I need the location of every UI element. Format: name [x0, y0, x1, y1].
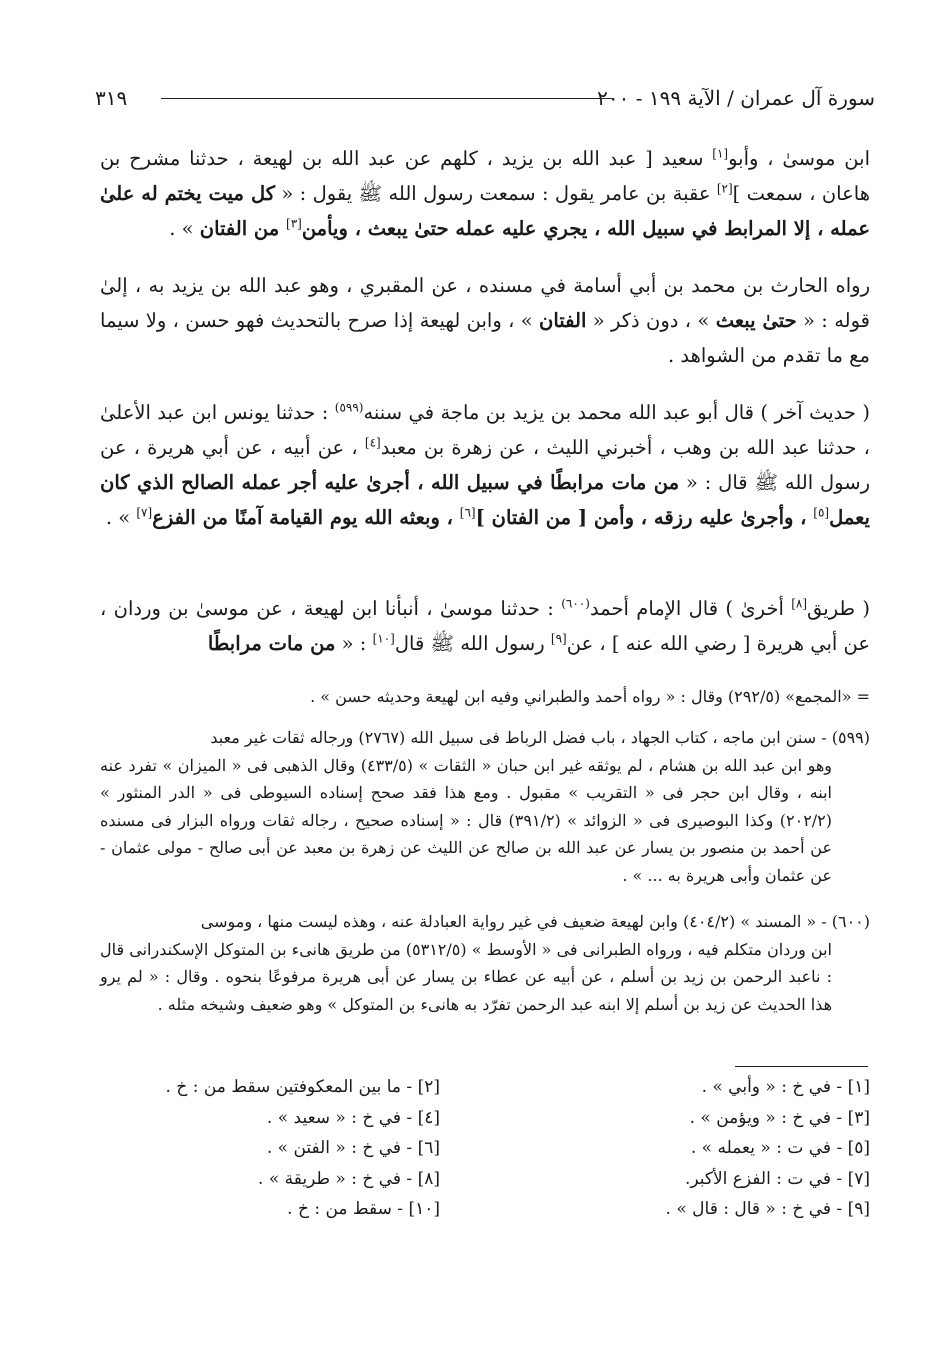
text: ، عن أبيه ، عن أبي هريرة ، عن رسول الله ﷺ قال : «	[100, 436, 870, 494]
reference-mark: [٣]	[286, 216, 302, 231]
hadith-quote: من مات مرابطًا	[207, 632, 336, 655]
hadith-quote: ، وأجرىٰ عليه رزقه ، وأمن [ من الفتان ]	[475, 506, 814, 529]
reference-mark: [٦]	[459, 505, 476, 520]
text: رواه الحارث بن محمد بن أبي أسامة في مسنده ، عن المقبري ، وهو عبد الله بن يزيد به ، إلىٰ قوله : «	[100, 274, 870, 332]
text: : حدثنا موسىٰ ، أنبأنا ابن لهيعة ، عن موسىٰ بن وردان ، عن أبي هريرة [ رضي الله عنه ] ، عن	[100, 597, 870, 655]
variant-note: [١] - في خ : « وأبي » .	[701, 1077, 870, 1097]
variant-note: [٨] - في خ : « طريقة » .	[258, 1168, 440, 1189]
variant-row	[110, 1133, 870, 1164]
paragraph-4	[100, 591, 870, 661]
text: رسول الله ﷺ قال	[394, 632, 551, 655]
text: ( حديث آخر ) قال أبو عبد الله محمد بن يزيد بن ماجة في سننه	[363, 401, 870, 424]
footnote-body: ابن وردان متكلم فيه ، ورواه الطبرانى فى « الأوسط » (٥٣١٢/٥) من طريق هانىء بن المتوكل الإسكندرانى قال : ناعبد الرحمن بن زيد بن أسلم ، عن أبيه عن عطاء بن يسار عن أبى هريرة مرفوعًا بنحوه . وقال : « لم يرو هذا الحديث عن زيد بن أسلم إلا ابنه عبد الرحمن تفرّد به هانىء بن المتوكل » وهو ضعيف وشيخه مثله .	[100, 939, 833, 1014]
header-rule	[161, 98, 613, 99]
text: » ، وابن لهيعة إذا صرح بالتحديث فهو حسن ، ولا سيما مع ما تقدم من الشواهد .	[100, 309, 870, 367]
reference-mark: [١٠]	[372, 631, 395, 646]
variant-row	[110, 1164, 870, 1195]
quoted-phrase: الفتان	[539, 309, 587, 332]
variant-note: [١٠] - سقط من : خ .	[287, 1199, 440, 1219]
reference-mark: [٧]	[136, 505, 153, 520]
variant-row	[110, 1103, 870, 1134]
manuscript-variants	[110, 1072, 870, 1225]
paragraph-1	[100, 141, 870, 246]
reference-mark: [٥]	[813, 505, 830, 520]
text: ابن موسىٰ ، وأبو	[728, 147, 870, 170]
text: عقبة بن عامر يقول : سمعت رسول الله ﷺ يقول : «	[275, 182, 717, 205]
text: : حدثنا يونس ابن عبد الأعلىٰ ، حدثنا عبد الله بن وهب ، أخبرني الليث ، عن زهرة بن معبد	[100, 401, 870, 459]
reference-mark: [٤]	[364, 435, 381, 450]
variant-note: [٣] - في خ : « ويؤمن » .	[689, 1107, 870, 1128]
variant-note: [٤] - في خ : « سعيد » .	[266, 1107, 440, 1128]
hadith-number: (٥٩٩)	[334, 400, 364, 415]
variant-row	[110, 1194, 870, 1225]
variant-note: [٢] - ما بين المعكوفتين سقط من : خ .	[165, 1077, 440, 1097]
text: ( طريق	[807, 597, 870, 620]
reference-mark: [٨]	[791, 596, 808, 611]
variants-separator	[735, 1066, 868, 1067]
hadith-quote: ، وبعثه الله يوم القيامة آمنًا من الفزع	[152, 506, 460, 529]
variant-row	[110, 1072, 870, 1103]
reference-mark: [٢]	[716, 181, 733, 196]
variant-note: [٥] - في ت : « يعمله » .	[690, 1138, 870, 1158]
running-title: سورة آل عمران / الآية ١٩٩ - ٢٠٠	[597, 86, 875, 110]
reference-mark: [٩]	[550, 631, 567, 646]
page-header	[95, 86, 875, 116]
footnote-continuation: = «المجمع» (٢٩٢/٥) وقال : « رواه أحمد والطبراني وفيه ابن لهيعة وحديثه حسن » .	[310, 687, 870, 706]
text: » .	[169, 217, 200, 240]
hadith-quote: من مات مرابطًا في سبيل الله ، أجرىٰ عليه أجر عمله الصالح الذي كان يعمل	[100, 471, 870, 529]
text: سعيد [ عبد الله بن يزيد ، كلهم عن عبد الله بن لهيعة ، حدثنا مشرح بن هاعان ، سمعت ]	[100, 147, 870, 205]
text: أخرىٰ ) قال الإمام أحمد	[589, 597, 792, 620]
footnote-600	[100, 908, 870, 1018]
variant-note: [٩] - في خ : « قال : قال » .	[665, 1199, 870, 1219]
variant-note: [٦] - في خ : « الفتن » .	[266, 1138, 440, 1158]
paragraph-2	[100, 268, 870, 373]
text: » .	[105, 506, 137, 529]
reference-mark: [١]	[712, 146, 729, 161]
quoted-phrase: حتىٰ يبعث	[715, 309, 797, 332]
text: : «	[335, 632, 373, 655]
footnote-599	[100, 724, 870, 889]
paragraph-3	[100, 395, 870, 535]
footnote-body: وهو ابن عبد الله بن هشام ، لم يوثقه غير ابن حبان « الثقات » (٤٣٣/٥) وقال الذهبى فى « الميزان » تفرد عنه ابنه ، وقال ابن حجر فى « التقريب » مقبول . ومع هذا فقد صحح إسناده السيوطى فى « الدر المنثور » (٢٠٢/٢) وكذا البوصيرى فى « الزوائد » (٣٩١/٢) قال : « إسناده صحيح ، رجاله ثقات ورواه البزار فى مسنده عن أحمد بن منصور بن يسار عن عبد الله بن صالح عن الليث عن زهرة بن معبد عن أبى صالح - مولى عثمان - عن عثمان وأبى هريرة به ... » .	[100, 755, 833, 885]
page-number: ٣١٩	[95, 86, 128, 110]
variant-note: [٧] - في ت : الفزع الأكبر.	[684, 1168, 870, 1189]
footnote-heading: (٥٩٩) - سنن ابن ماجه ، كتاب الجهاد ، باب فضل الرباط فى سبيل الله (٢٧٦٧) ورجاله ثقات غير معبد	[210, 728, 870, 747]
hadith-quote: كل ميت يختم له علىٰ عمله ، إلا المرابط في سبيل الله ، يجري عليه عمله حتىٰ يبعث ، ويأمن	[100, 182, 870, 240]
hadith-number: (٦٠٠)	[561, 596, 590, 611]
text: » ، دون ذكر «	[586, 309, 716, 332]
footnote-heading: (٦٠٠) - « المسند » (٤٠٤/٢) وابن لهيعة ضعيف في غير رواية العبادلة عنه ، وهذه ليست منها ، وموسى	[200, 912, 870, 931]
hadith-quote: من الفتان	[199, 217, 286, 240]
